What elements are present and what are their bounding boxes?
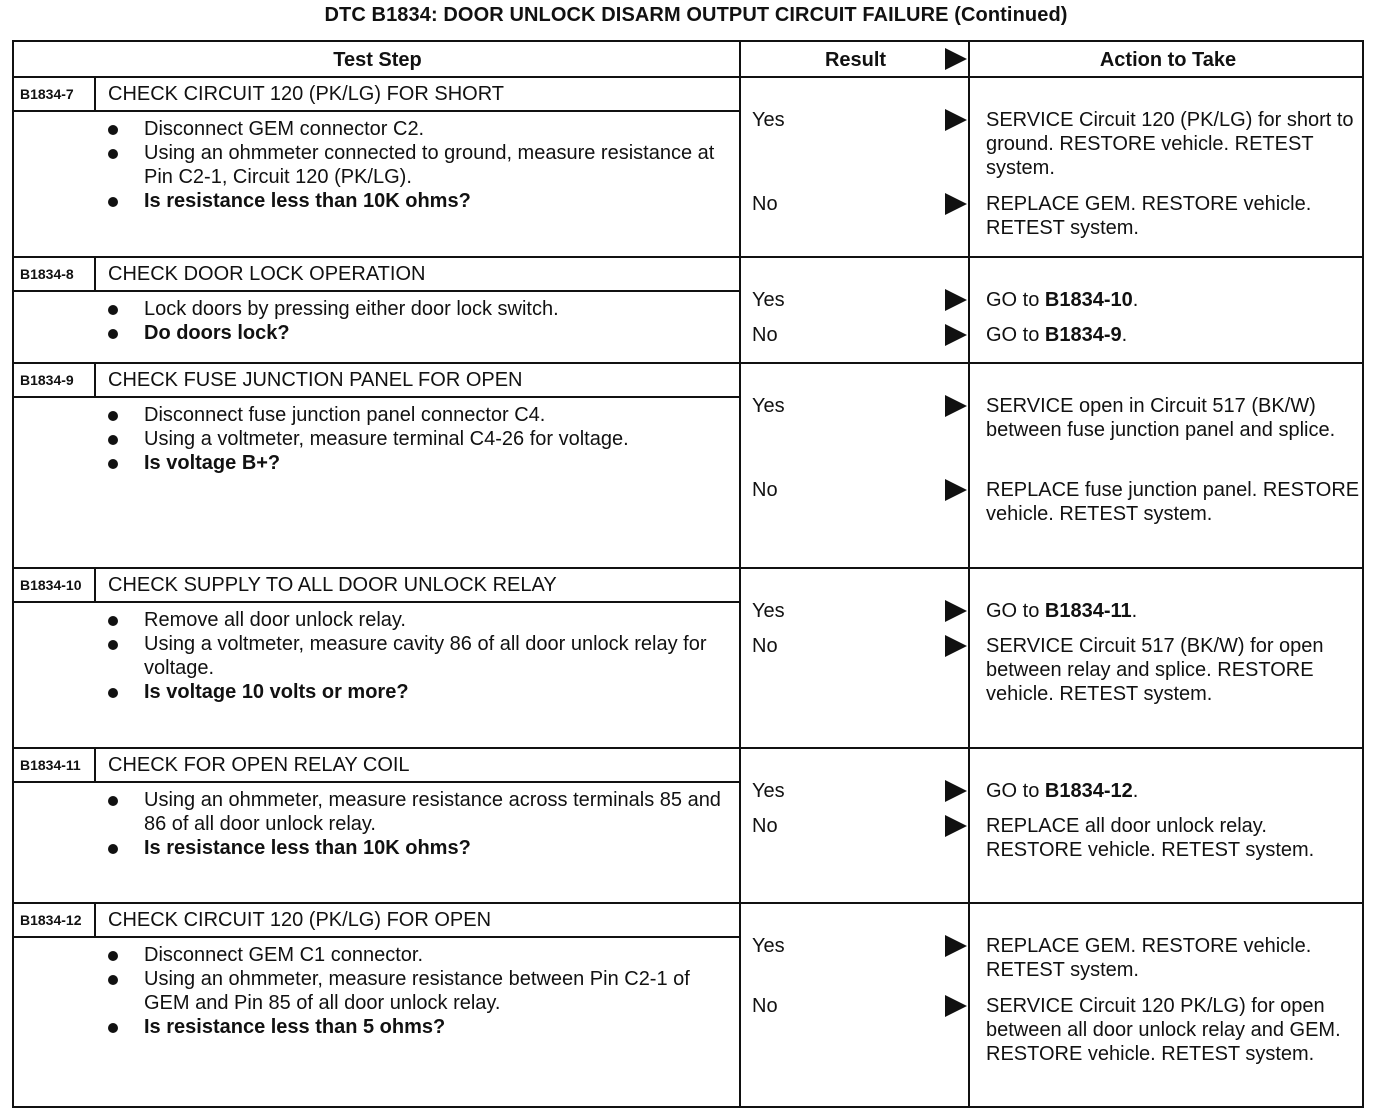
result-no-arrow-icon bbox=[945, 635, 967, 657]
step-instruction bbox=[14, 788, 741, 836]
bullet-icon bbox=[108, 975, 118, 985]
action-step-reference: B1834-12 bbox=[1044, 780, 1133, 802]
bullet-icon bbox=[108, 197, 118, 207]
action-step-reference: B1834-9 bbox=[1044, 324, 1122, 346]
result-yes: Yes bbox=[752, 109, 785, 131]
result-yes-arrow-icon bbox=[945, 109, 967, 131]
header-test-step: Test Step bbox=[333, 49, 422, 71]
result-yes-arrow-icon bbox=[945, 935, 967, 957]
header-action: Action to Take bbox=[1099, 49, 1237, 71]
result-yes: Yes bbox=[752, 935, 785, 957]
result-no-arrow-icon bbox=[945, 995, 967, 1017]
action-text: SERVICE open in Circuit 517 (BK/W) between fuse junction panel and splice. bbox=[986, 395, 1336, 441]
step-heading: CHECK DOOR LOCK OPERATION bbox=[96, 258, 741, 292]
step-instructions bbox=[14, 117, 741, 213]
bullet-icon bbox=[108, 329, 118, 339]
action-text: GO to bbox=[986, 289, 1045, 311]
result-yes: Yes bbox=[752, 780, 785, 802]
step-instruction bbox=[14, 297, 741, 321]
step-question bbox=[14, 836, 741, 860]
step-instruction bbox=[14, 608, 741, 632]
step-id: B1834-12 bbox=[14, 904, 96, 938]
step-id: B1834-9 bbox=[14, 364, 96, 398]
step-heading: CHECK FUSE JUNCTION PANEL FOR OPEN bbox=[96, 364, 741, 398]
header-arrow-icon bbox=[945, 48, 967, 70]
action-text: REPLACE all door unlock relay. RESTORE vehicle. RETEST system. bbox=[986, 815, 1315, 861]
action-text-suffix: . bbox=[1121, 324, 1128, 346]
action-text: SERVICE Circuit 120 PK/LG) for open between all door unlock relay and GEM. RESTORE vehicle. RETEST system. bbox=[986, 995, 1341, 1065]
action-text-suffix: . bbox=[1132, 780, 1139, 802]
action-text: REPLACE GEM. RESTORE vehicle. RETEST system. bbox=[986, 193, 1312, 239]
step-instruction bbox=[14, 427, 741, 451]
action-yes bbox=[986, 288, 1364, 312]
step-instruction bbox=[14, 117, 741, 141]
result-no: No bbox=[752, 635, 778, 657]
step-instruction bbox=[14, 632, 741, 680]
result-no: No bbox=[752, 324, 778, 346]
instruction-text: Do doors lock? bbox=[144, 322, 290, 344]
test-step-section bbox=[14, 78, 1362, 258]
step-id: B1834-7 bbox=[14, 78, 96, 112]
table-header bbox=[14, 42, 1362, 78]
action-yes bbox=[986, 108, 1364, 180]
bullet-icon bbox=[108, 411, 118, 421]
action-no bbox=[986, 814, 1364, 862]
test-step-section bbox=[14, 904, 1362, 1108]
step-instruction bbox=[14, 403, 741, 427]
bullet-icon bbox=[108, 435, 118, 445]
bullet-icon bbox=[108, 688, 118, 698]
step-instructions bbox=[14, 788, 741, 860]
result-yes: Yes bbox=[752, 289, 785, 311]
step-question bbox=[14, 189, 741, 213]
action-text-suffix: . bbox=[1131, 600, 1138, 622]
step-heading: CHECK FOR OPEN RELAY COIL bbox=[96, 749, 741, 783]
step-heading: CHECK CIRCUIT 120 (PK/LG) FOR OPEN bbox=[96, 904, 741, 938]
instruction-text: Disconnect GEM C1 connector. bbox=[144, 944, 424, 966]
instruction-text: Using a voltmeter, measure cavity 86 of all door unlock relay for voltage. bbox=[144, 633, 707, 679]
action-text: GO to bbox=[986, 600, 1045, 622]
instruction-text: Is resistance less than 5 ohms? bbox=[144, 1016, 446, 1038]
result-yes-arrow-icon bbox=[945, 780, 967, 802]
bullet-icon bbox=[108, 125, 118, 135]
result-yes-arrow-icon bbox=[945, 600, 967, 622]
action-yes bbox=[986, 934, 1364, 982]
step-id: B1834-11 bbox=[14, 749, 96, 783]
result-no-arrow-icon bbox=[945, 479, 967, 501]
bullet-icon bbox=[108, 1023, 118, 1033]
result-no: No bbox=[752, 479, 778, 501]
step-instructions bbox=[14, 403, 741, 475]
instruction-text: Disconnect fuse junction panel connector C4. bbox=[144, 404, 546, 426]
result-no: No bbox=[752, 815, 778, 837]
action-no bbox=[986, 323, 1364, 347]
result-yes: Yes bbox=[752, 395, 785, 417]
step-question bbox=[14, 1015, 741, 1039]
result-yes: Yes bbox=[752, 600, 785, 622]
action-no bbox=[986, 994, 1364, 1066]
action-text: SERVICE Circuit 120 (PK/LG) for short to ground. RESTORE vehicle. RETEST system. bbox=[986, 109, 1354, 179]
step-heading: CHECK CIRCUIT 120 (PK/LG) FOR SHORT bbox=[96, 78, 741, 112]
instruction-text: Is resistance less than 10K ohms? bbox=[144, 837, 471, 859]
action-text-suffix: . bbox=[1132, 289, 1139, 311]
action-yes bbox=[986, 599, 1364, 623]
instruction-text: Is resistance less than 10K ohms? bbox=[144, 190, 471, 212]
header-result: Result bbox=[824, 49, 887, 71]
bullet-icon bbox=[108, 640, 118, 650]
step-question bbox=[14, 451, 741, 475]
instruction-text: Lock doors by pressing either door lock switch. bbox=[144, 298, 559, 320]
action-text: REPLACE fuse junction panel. RESTORE vehicle. RETEST system. bbox=[986, 479, 1360, 525]
instruction-text: Is voltage B+? bbox=[144, 452, 281, 474]
test-step-section bbox=[14, 569, 1362, 749]
test-step-section bbox=[14, 749, 1362, 904]
step-instruction bbox=[14, 967, 741, 1015]
action-no bbox=[986, 192, 1364, 240]
instruction-text: Using an ohmmeter, measure resistance between Pin C2-1 of GEM and Pin 85 of all door unlock relay. bbox=[144, 968, 690, 1014]
test-step-section bbox=[14, 364, 1362, 569]
action-text: GO to bbox=[986, 324, 1045, 346]
action-yes bbox=[986, 779, 1364, 803]
test-step-section bbox=[14, 258, 1362, 364]
action-no bbox=[986, 478, 1364, 526]
result-no-arrow-icon bbox=[945, 815, 967, 837]
diagnostic-table bbox=[12, 40, 1364, 1108]
step-instruction bbox=[14, 943, 741, 967]
result-yes-arrow-icon bbox=[945, 395, 967, 417]
result-no: No bbox=[752, 995, 778, 1017]
action-text: GO to bbox=[986, 780, 1045, 802]
step-heading: CHECK SUPPLY TO ALL DOOR UNLOCK RELAY bbox=[96, 569, 741, 603]
instruction-text: Remove all door unlock relay. bbox=[144, 609, 406, 631]
page-title: DTC B1834: DOOR UNLOCK DISARM OUTPUT CIRCUIT FAILURE (Continued) bbox=[324, 4, 1068, 26]
action-step-reference: B1834-11 bbox=[1044, 600, 1132, 622]
instruction-text: Is voltage 10 volts or more? bbox=[144, 681, 409, 703]
step-id: B1834-10 bbox=[14, 569, 96, 603]
result-no-arrow-icon bbox=[945, 193, 967, 215]
bullet-icon bbox=[108, 951, 118, 961]
bullet-icon bbox=[108, 305, 118, 315]
bullet-icon bbox=[108, 459, 118, 469]
result-no-arrow-icon bbox=[945, 324, 967, 346]
result-no: No bbox=[752, 193, 778, 215]
action-step-reference: B1834-10 bbox=[1044, 289, 1133, 311]
step-instruction bbox=[14, 141, 741, 189]
bullet-icon bbox=[108, 616, 118, 626]
step-instructions bbox=[14, 297, 741, 345]
instruction-text: Using an ohmmeter connected to ground, measure resistance at Pin C2-1, Circuit 120 (PK/LG). bbox=[144, 142, 715, 188]
instruction-text: Disconnect GEM connector C2. bbox=[144, 118, 425, 140]
result-yes-arrow-icon bbox=[945, 289, 967, 311]
step-instructions bbox=[14, 943, 741, 1039]
action-no bbox=[986, 634, 1364, 706]
bullet-icon bbox=[108, 844, 118, 854]
bullet-icon bbox=[108, 149, 118, 159]
step-question bbox=[14, 321, 741, 345]
step-instructions bbox=[14, 608, 741, 704]
step-question bbox=[14, 680, 741, 704]
instruction-text: Using an ohmmeter, measure resistance across terminals 85 and 86 of all door unlock relay. bbox=[144, 789, 721, 835]
bullet-icon bbox=[108, 796, 118, 806]
step-id: B1834-8 bbox=[14, 258, 96, 292]
instruction-text: Using a voltmeter, measure terminal C4-26 for voltage. bbox=[144, 428, 629, 450]
action-yes bbox=[986, 394, 1364, 442]
action-text: REPLACE GEM. RESTORE vehicle. RETEST system. bbox=[986, 935, 1312, 981]
action-text: SERVICE Circuit 517 (BK/W) for open between relay and splice. RESTORE vehicle. RETEST system. bbox=[986, 635, 1324, 705]
